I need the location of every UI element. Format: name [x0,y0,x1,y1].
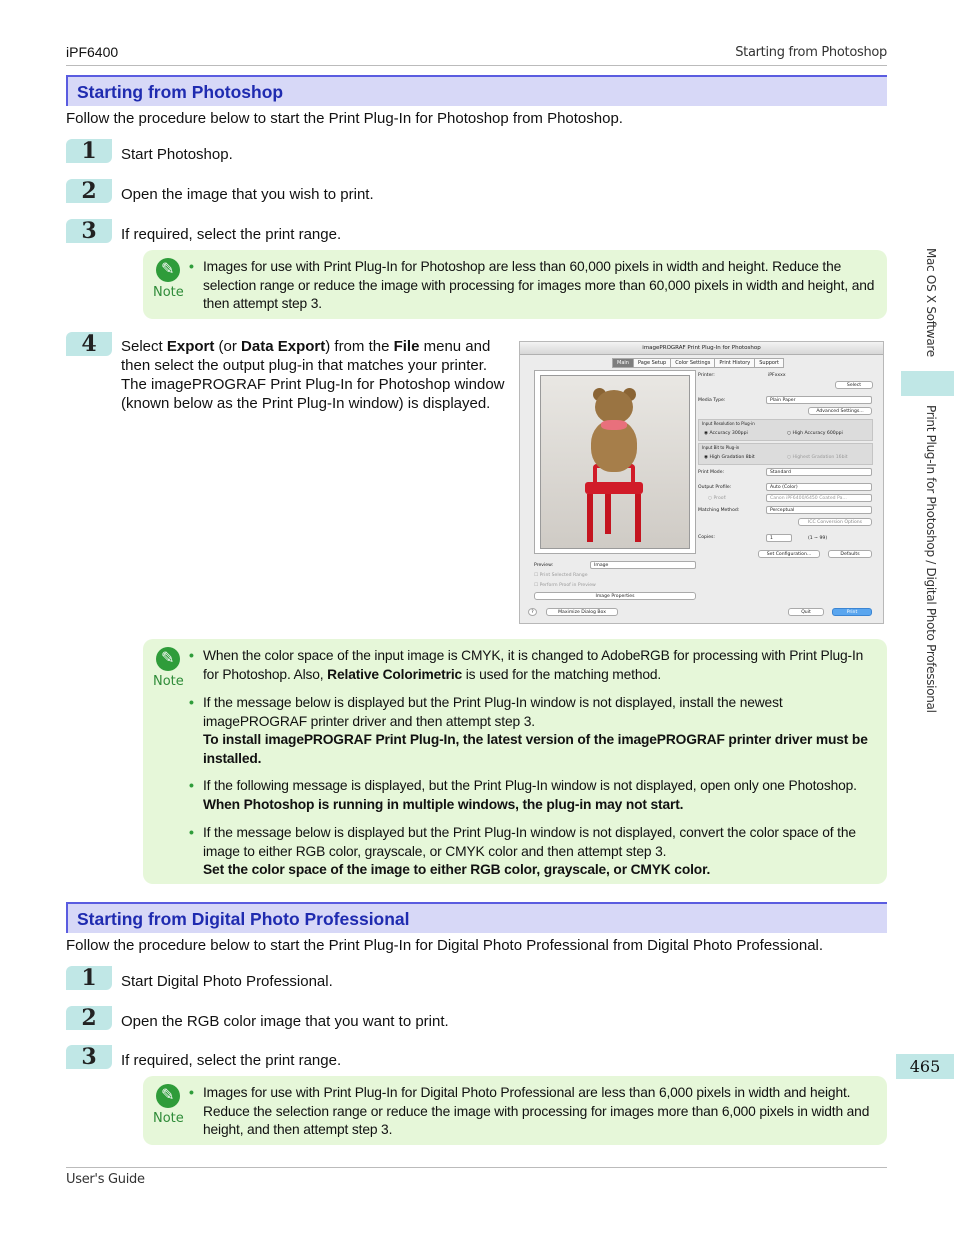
print-mode-select[interactable]: Standard [766,468,872,476]
res-opt-600[interactable]: ○ High Accuracy 600ppi [787,431,843,436]
matching-select[interactable]: Perceptual [766,506,872,514]
step-text: If required, select the print range. [121,226,342,243]
quit-button[interactable]: Quit [788,608,824,616]
copies-range: (1 ~ 99) [808,536,828,541]
step-number: 2 [66,1006,112,1030]
note-bullet: • Images for use with Print Plug-In for Digital Photo Professional are less than 6,000 pixels in width and height. Reduce the selection range or reduce the image with processing for images more than 6,000 pixels in width and height, and then attempt step 3. [189,1084,870,1137]
print-button[interactable]: Print [832,608,872,616]
dialog-tabs [612,358,783,368]
res-opt-300[interactable]: ◉ Accuracy 300ppi [704,431,748,436]
section-intro: Follow the procedure below to start the Print Plug-In for Digital Photo Professional from Digital Photo Professional. [66,937,824,954]
matching-label: Matching Method: [698,508,740,513]
preview-label: Preview: [534,563,554,568]
note-bullet: • If the message below is displayed but the Print Plug-In window is not displayed, install the newest imagePROGRAF printer driver and then attempt step 3. To install imagePROGRAF Print Plug-In, the latest version of the imagePROGRAF printer driver must be installed. [189,694,868,766]
header-model: iPF6400 [66,44,119,60]
dialog-title: imagePROGRAF Print Plug-In for Photoshop [520,342,883,355]
help-button[interactable]: ? [528,608,537,616]
step-text: Open the image that you wish to print. [121,186,374,203]
note-bullet: • If the message below is displayed but the Print Plug-In window is not displayed, convert the color space of the image to either RGB color, grayscale, or CMYK color and then attempt step 3. Set the color space of the image to either RGB color, grayscale, or CMYK color. [189,824,856,877]
step-text: Start Digital Photo Professional. [121,973,333,990]
section-title-photoshop [66,75,887,106]
teddy-bear-photo [540,375,690,549]
copies-label: Copies: [698,535,715,540]
image-properties-button[interactable]: Image Properties [534,592,696,600]
section-title-text: Starting from Digital Photo Professional [77,909,410,929]
defaults-button[interactable]: Defaults [828,550,872,558]
note-bullet: • Images for use with Print Plug-In for Photoshop are less than 60,000 pixels in width and height. Reduce the selection range or reduce the image with processing for images more than 60,000 pixels in width and height, and then attempt step 3. [189,258,875,311]
step-number: 1 [66,139,112,163]
note-icon: ✎ Note [153,258,183,298]
step-number: 3 [66,219,112,243]
note-box [143,1076,887,1145]
sidebar-section: Print Plug-In for Photoshop / Digital Photo Professional [924,405,938,713]
step-text: Start Photoshop. [121,146,233,163]
print-mode-label: Print Mode: [698,470,725,475]
footer-divider [66,1167,887,1168]
icc-options-button[interactable]: ICC Conversion Options [798,518,872,526]
proof-checkbox[interactable]: ○ Proof: [708,496,727,501]
resolution-group: Input Resolution to Plug-in ◉ Accuracy 300ppi ○ High Accuracy 600ppi [698,419,873,441]
printer-label: Printer: [698,373,715,378]
step-text: Select Export (or Data Export) from the File menu and then select the output plug-in that matches your printer. The imagePROGRAF Print Plug-In for Photoshop window (known below as the Print Plug-In window) is displayed. [121,338,505,412]
bit-group: Input Bit to Plug-in ◉ High Gradation 8bit ○ Highest Gradation 16bit [698,443,873,465]
tab-main[interactable]: Main [612,358,634,368]
header-divider [66,65,887,66]
step-number: 4 [66,332,112,356]
step-number: 3 [66,1045,112,1069]
maximize-dialog-button[interactable]: Maximize Dialog Box [546,608,618,616]
header-section: Starting from Photoshop [735,45,887,60]
bit-opt-16[interactable]: ○ Highest Gradation 16bit [787,455,848,460]
section-title-text: Starting from Photoshop [77,82,284,102]
print-selected-range-checkbox[interactable]: ☐ Print Selected Range [534,573,588,578]
bit-opt-8[interactable]: ◉ High Gradation 8bit [704,455,755,460]
page-number: 465 [896,1054,954,1079]
section-title-dpp [66,902,887,933]
media-select[interactable]: Plain Paper [766,396,872,404]
step-number: 1 [66,966,112,990]
proof-select[interactable]: Canon iPF6400/6450 Coated Pa... [766,494,872,502]
preview-pane [534,370,696,554]
preview-select[interactable]: Image [590,561,696,569]
note-box [143,639,887,884]
sidebar-chapter: Mac OS X Software [924,248,938,357]
set-configuration-button[interactable]: Set Configuration... [758,550,820,558]
media-label: Media Type: [698,398,726,403]
tab-support[interactable]: Support [754,358,784,368]
perform-proof-checkbox[interactable]: ☐ Perform Proof in Preview [534,583,596,588]
printer-value: iPFxxxx [768,373,786,378]
step-text: If required, select the print range. [121,1052,342,1069]
step-number: 2 [66,179,112,203]
print-plugin-dialog-screenshot [519,341,884,624]
note-bullet: • When the color space of the input image is CMYK, it is changed to AdobeRGB for processing with Print Plug-In for Photoshop. Also, Relative Colorimetric is used for the matching method. [189,647,864,682]
note-box [143,250,887,319]
tab-print-history[interactable]: Print History [714,358,755,368]
tab-color-settings[interactable]: Color Settings [670,358,715,368]
output-profile-select[interactable]: Auto (Color) [766,483,872,491]
advanced-settings-button[interactable]: Advanced Settings... [808,407,872,415]
select-button[interactable]: Select [835,381,873,389]
note-icon: ✎ Note [153,647,183,687]
section-intro: Follow the procedure below to start the Print Plug-In for Photoshop from Photoshop. [66,110,623,127]
output-profile-label: Output Profile: [698,485,732,490]
sidebar-marker [901,371,954,396]
footer-text: User's Guide [66,1172,145,1187]
step-text: Open the RGB color image that you want to print. [121,1013,449,1030]
note-icon: ✎ Note [153,1084,183,1124]
tab-page-setup[interactable]: Page Setup [633,358,671,368]
note-bullet: • If the following message is displayed, but the Print Plug-In window is not displayed, open only one Photoshop. When Photoshop is running in multiple windows, the plug-in may not start. [189,777,857,812]
copies-input[interactable]: 1 [766,534,792,542]
